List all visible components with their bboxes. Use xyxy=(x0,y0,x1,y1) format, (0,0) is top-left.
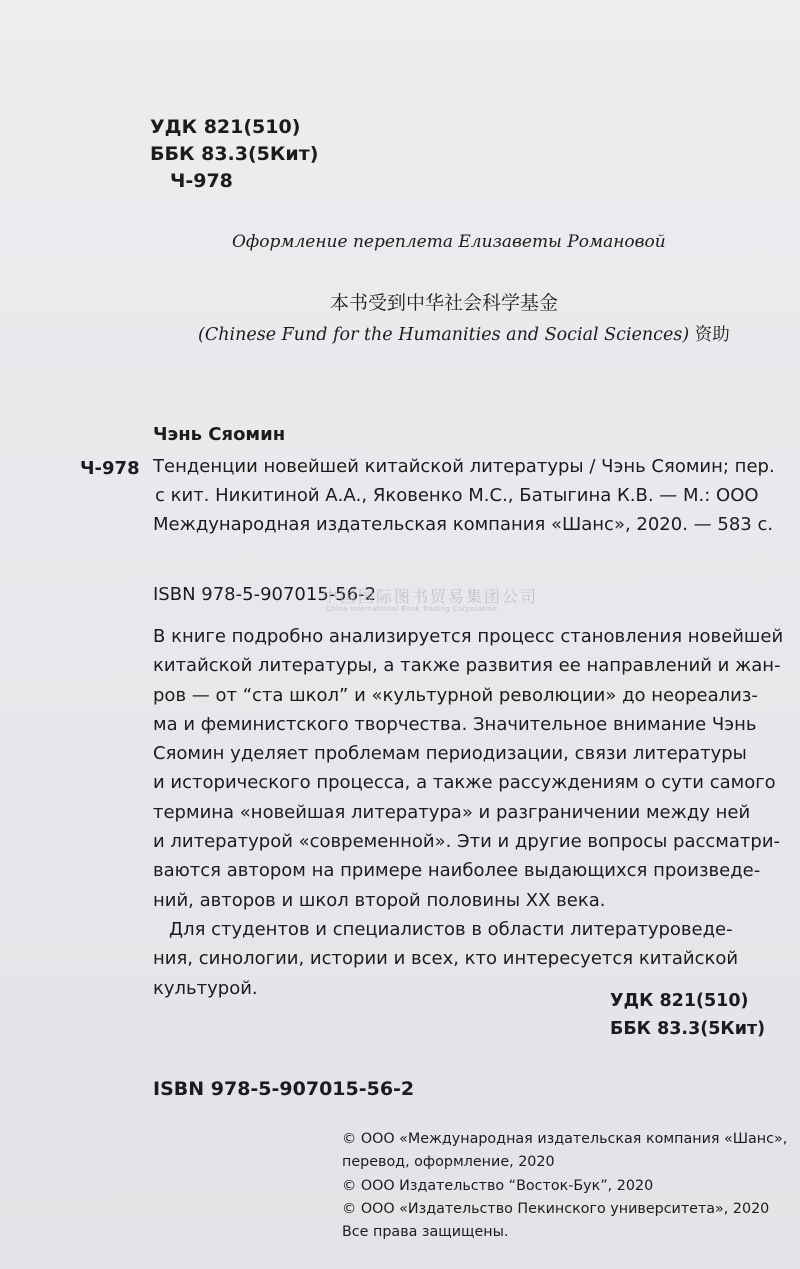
author-mark: Ч-978 xyxy=(80,458,140,479)
annotation-line: ний, авторов и школ второй половины XX века. xyxy=(153,889,606,911)
copyright-line: © ООО «Издательство Пекинского университета», 2020 xyxy=(342,1200,770,1217)
cover-design-credit: Оформление переплета Елизаветы Романовой xyxy=(232,232,666,252)
annotation-line: и исторического процесса, а также рассуждениям о сути самого xyxy=(153,772,776,794)
classification-codes-bottom xyxy=(610,987,765,1043)
author-name: Чэнь Сяомин xyxy=(153,424,286,445)
copyright-line: © ООО «Международная издательская компания «Шанс», xyxy=(342,1131,788,1147)
annotation-line: В книге подробно анализируется процесс становления новейшей xyxy=(153,626,784,647)
fund-chinese-text: 本书受到中华社会科学基金 xyxy=(330,292,559,314)
bbk-code: ББК 83.3(5Кит) xyxy=(610,1019,766,1039)
fund-english-text xyxy=(198,321,730,346)
annotation-line: ма и феминистского творчества. Значительное внимание Чэнь xyxy=(153,713,757,735)
copyright-line: © ООО Издательство “Восток-Бук”, 2020 xyxy=(342,1177,654,1194)
annotation-line: культурой. xyxy=(153,977,258,999)
copyright-line: Все права защищены. xyxy=(342,1224,509,1241)
annotation-line: и литературой «современной». Эти и другие вопросы рассматри- xyxy=(153,831,781,853)
annotation-line: ров — от “ста школ” и «культурной революции» до неореализ- xyxy=(153,684,758,706)
udk-code: УДК 821(510) xyxy=(610,991,749,1011)
fund-english-name: (Chinese Fund for the Humanities and Social Sciences) xyxy=(198,325,690,345)
annotation-line: Сяомин уделяет проблемам периодизации, связи литературы xyxy=(153,743,747,765)
annotation-line: китайской литературы, а также развития ее направлений и жан- xyxy=(153,655,781,677)
annotation xyxy=(153,622,784,1003)
author-mark-code: Ч-978 xyxy=(170,170,233,192)
bib-line: Тенденции новейшей китайской литературы / Чэнь Сяомин; пер. xyxy=(153,456,775,477)
copyright-line: перевод, оформление, 2020 xyxy=(342,1154,555,1171)
publisher-watermark xyxy=(322,584,538,613)
udk-code: УДК 821(510) xyxy=(150,116,301,138)
annotation-line: термина «новейшая литература» и разграничении между ней xyxy=(153,801,751,823)
fund-suffix: 资助 xyxy=(689,325,730,345)
bib-line: Международная издательская компания «Шанс», 2020. — 583 с. xyxy=(153,514,774,535)
isbn-bottom: ISBN 978-5-907015-56-2 xyxy=(153,1078,415,1100)
classification-codes-top xyxy=(150,114,318,195)
annotation-line: Для студентов и специалистов в области литературоведе- xyxy=(169,918,733,940)
bibliographic-description xyxy=(153,452,775,539)
copyright-block xyxy=(342,1128,787,1244)
annotation-line: ния, синологии, истории и всех, кто интересуется китайской xyxy=(153,948,739,970)
watermark-english: China International Book Trading Corporation xyxy=(326,605,498,613)
isbn-top: ISBN 978-5-907015-56-2 xyxy=(153,584,377,605)
annotation-line: ваются автором на примере наиболее выдающихся произведе- xyxy=(153,860,761,882)
bib-line: с кит. Никитиной А.А., Яковенко М.С., Батыгина К.В. — М.: ООО xyxy=(155,485,759,506)
watermark-chinese: 中国国际图书贸易集团公司 xyxy=(322,587,539,606)
bbk-code: ББК 83.3(5Кит) xyxy=(150,143,319,165)
